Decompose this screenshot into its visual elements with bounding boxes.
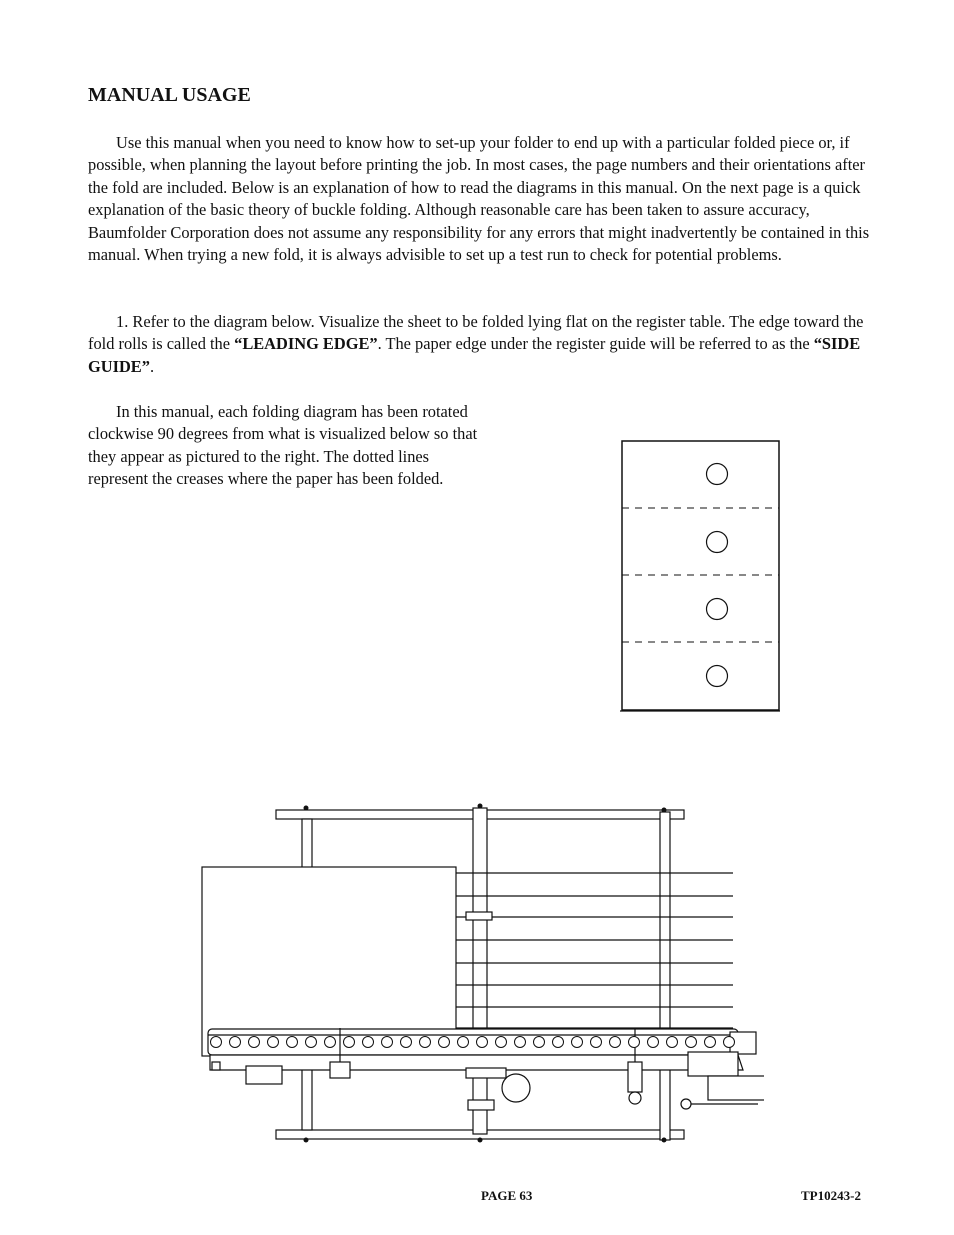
register-table — [202, 867, 456, 1056]
roller — [610, 1037, 621, 1048]
right-post — [660, 812, 670, 1140]
step-1-paragraph — [88, 311, 870, 378]
document-id: TP10243-2 — [801, 1188, 861, 1203]
roller — [306, 1037, 317, 1048]
drive-assembly — [688, 1052, 738, 1076]
roller — [591, 1037, 602, 1048]
fold-diagram — [620, 440, 782, 714]
roller — [439, 1037, 450, 1048]
page-number: PAGE 63 — [481, 1188, 533, 1203]
tapes — [456, 873, 733, 1028]
panel-marker-2 — [707, 532, 728, 553]
roller — [477, 1037, 488, 1048]
step-1-text-e: . — [149, 356, 155, 376]
roller — [667, 1037, 678, 1048]
diagram-explanation-paragraph — [88, 401, 488, 491]
motor-box — [246, 1066, 282, 1084]
middle-post — [473, 808, 487, 1134]
roller — [363, 1037, 374, 1048]
intro-text: Use this manual when you need to know how to set-up your folder to end up with a particular folded piece or, if possible, when planning the layout before printing the job. In most cases, the page numbers and their orientations after the fold are included. Below is an explanation of how to read the diagrams in this manual. On the next page is a quick explanation of the basic theory of buckle folding. Although reasonable care has been taken to assure accuracy, Baumfolder Corporation does not assume any responsibility for any errors that might inadvertently be contained in this manual. When trying a new fold, it is always advisible to set up a test run to check for potential problems. — [88, 133, 870, 265]
roller — [420, 1037, 431, 1048]
roller — [325, 1037, 336, 1048]
roller — [211, 1037, 222, 1048]
roller — [629, 1037, 640, 1048]
leading-edge-term: “LEADING EDGE” — [234, 334, 378, 354]
side-guide-clamp — [330, 1062, 350, 1078]
panel-marker-3 — [707, 599, 728, 620]
roller — [268, 1037, 279, 1048]
roller — [686, 1037, 697, 1048]
roller — [572, 1037, 583, 1048]
intro-paragraph — [88, 132, 870, 266]
folder-machine-illustration — [198, 800, 764, 1146]
post-clamp — [466, 912, 492, 920]
roller — [401, 1037, 412, 1048]
page-title: MANUAL USAGE — [88, 84, 251, 106]
roller — [287, 1037, 298, 1048]
roller — [249, 1037, 260, 1048]
roller — [705, 1037, 716, 1048]
roller — [496, 1037, 507, 1048]
right-clamp — [628, 1062, 642, 1092]
roller — [724, 1037, 735, 1048]
roller — [553, 1037, 564, 1048]
panel-marker-4 — [707, 666, 728, 687]
roller — [515, 1037, 526, 1048]
diagram-explanation-text: In this manual, each folding diagram has been rotated clockwise 90 degrees from what is visualized below so that they appear as pictured to the right. The dotted lines represent the creases where the paper has been folded. — [88, 402, 478, 489]
roller — [648, 1037, 659, 1048]
panel-marker-1 — [707, 464, 728, 485]
roller — [382, 1037, 393, 1048]
roller — [534, 1037, 545, 1048]
step-1-text-a: 1. Refer to the diagram below. Visualize the sheet to be folded lying flat on the register table. The edge toward the fold rolls is called the — [88, 312, 864, 354]
step-1-text-c: . The paper edge under the register guide will be referred to as the — [377, 334, 814, 354]
roller — [230, 1037, 241, 1048]
roller — [344, 1037, 355, 1048]
roller — [458, 1037, 469, 1048]
side-guide-term: “SIDE GUIDE” — [88, 334, 861, 376]
